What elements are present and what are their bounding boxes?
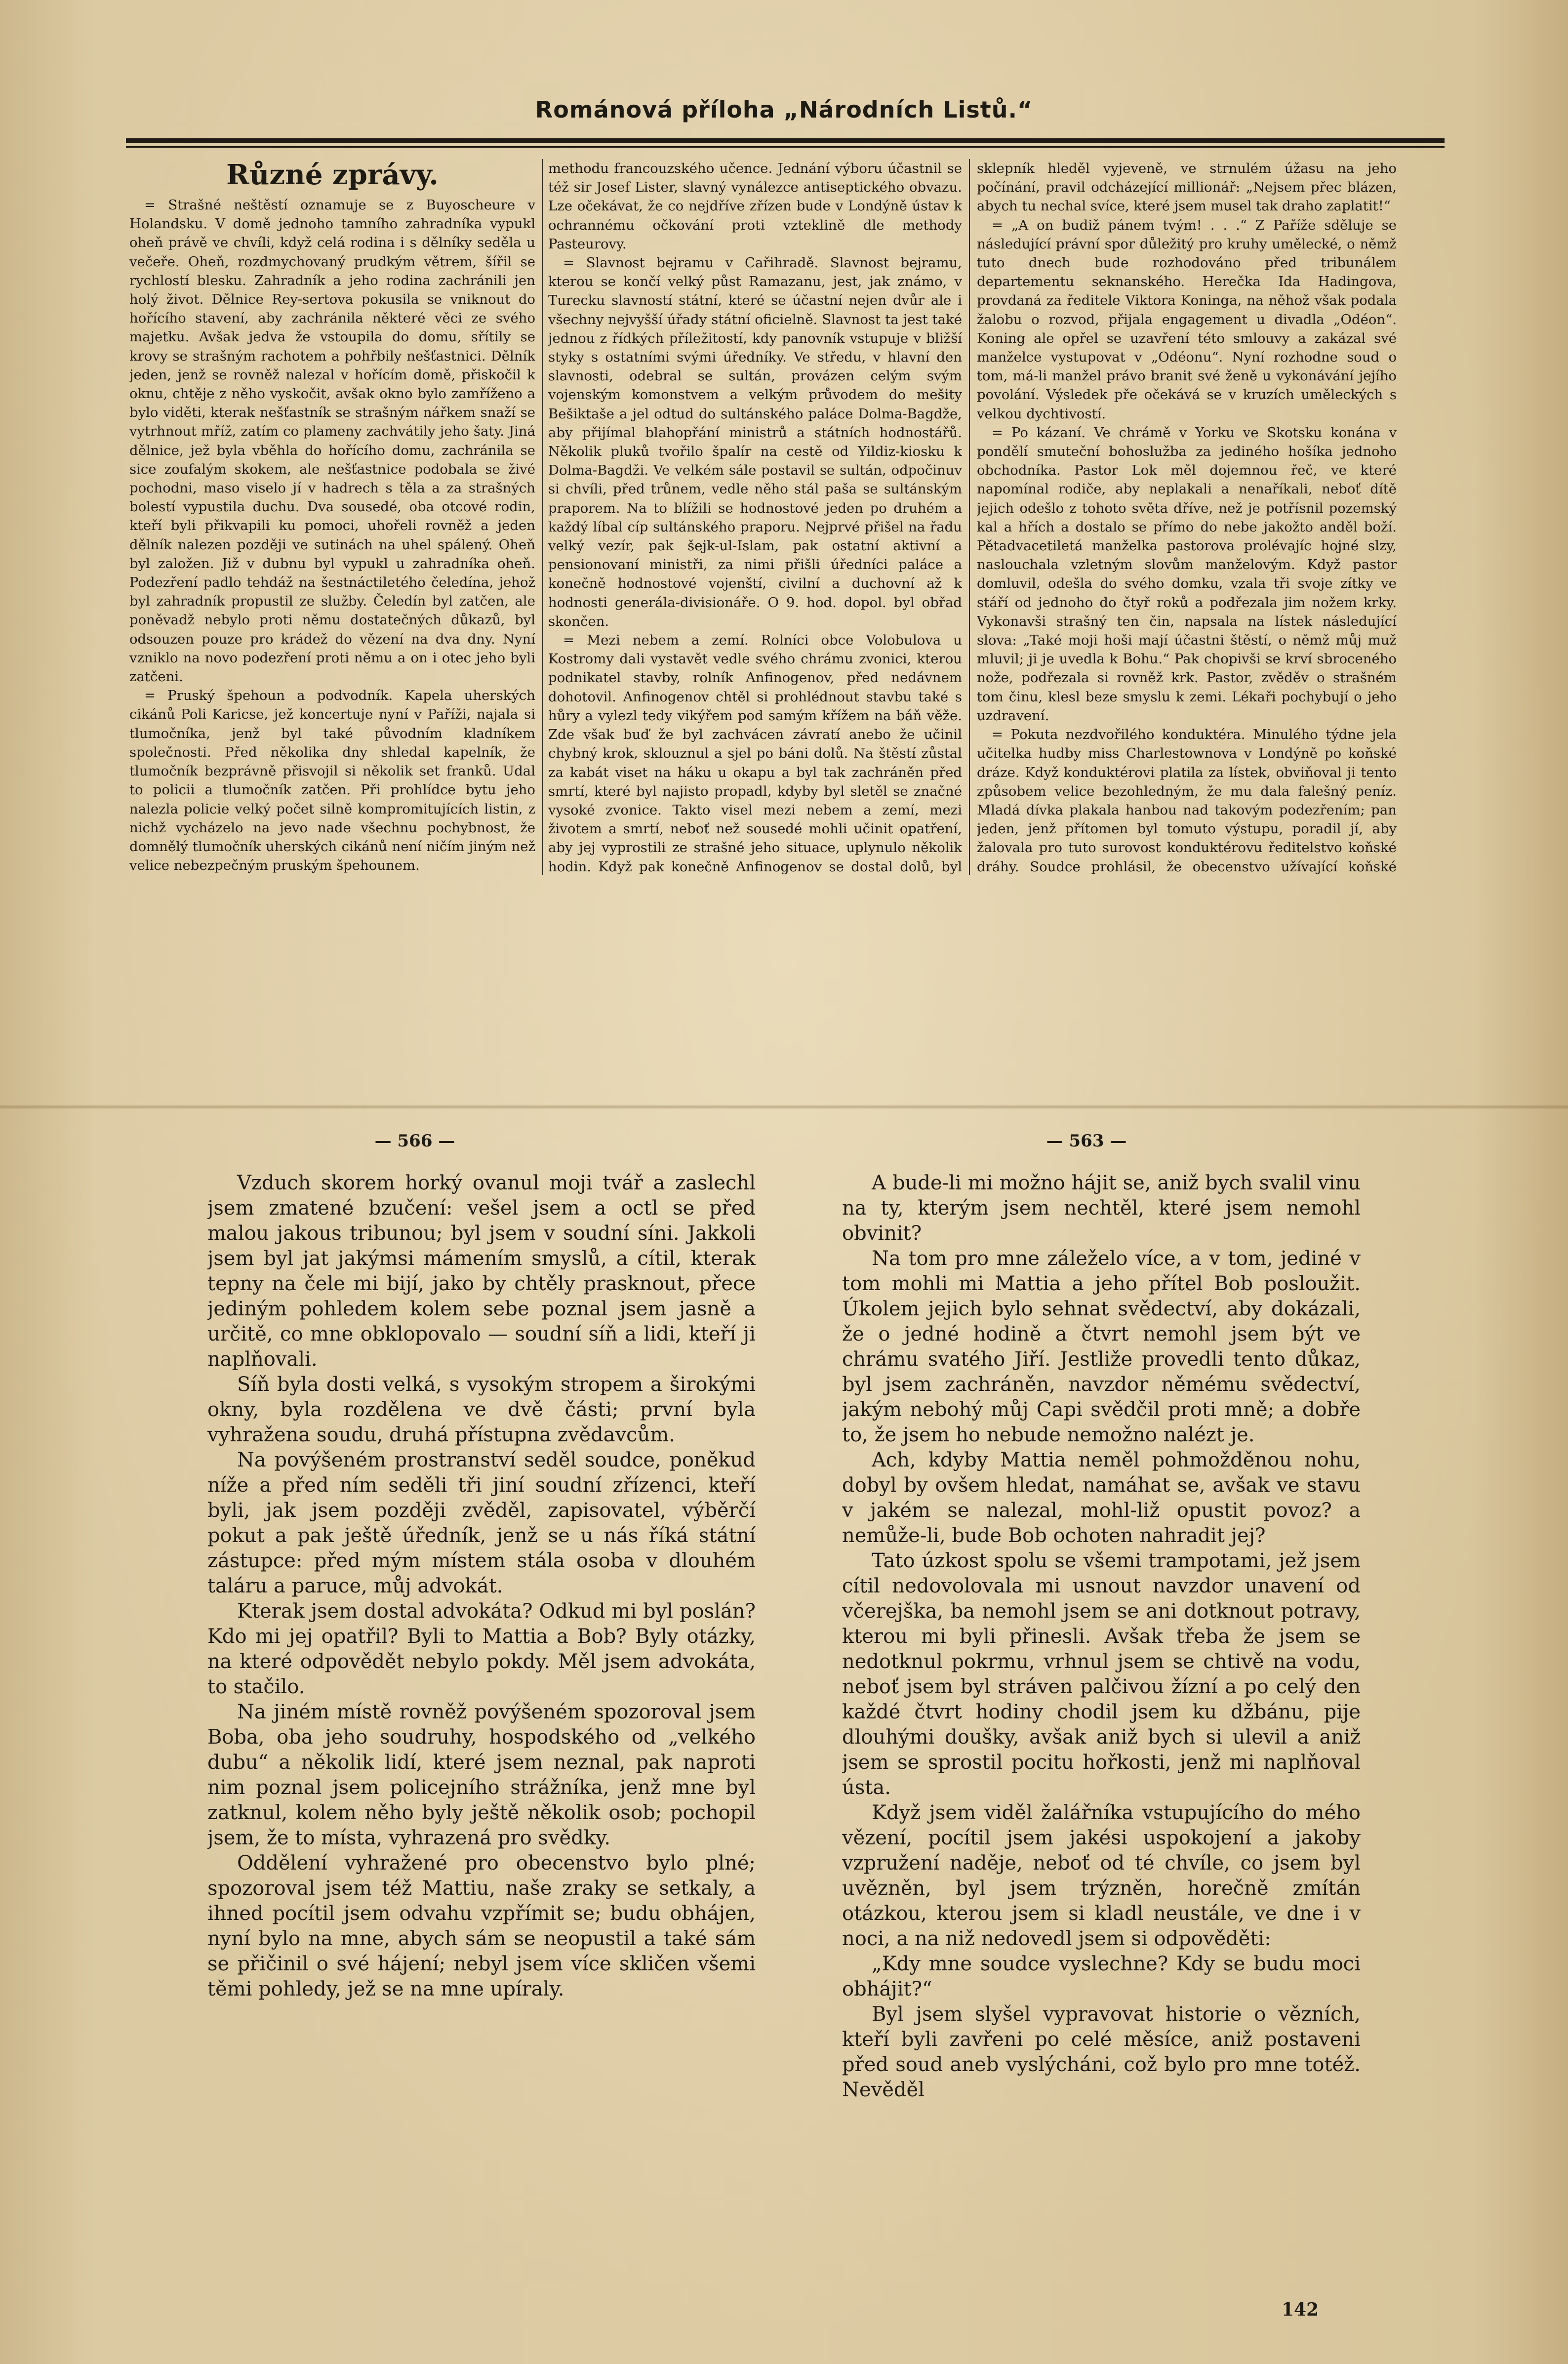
novel-page-right [842,1171,1361,2257]
novel-paragraph: Oddělení vyhražené pro obecenstvo bylo plné; spozoroval jsem též Mattiu, naše zraky se setkaly, a ihned pocítil jsem odvahu vzpřímit se; budu obhájen, nyní bylo na mne, abych sám se neopustil a také sám se přičinil o své hájení; nebyl jsem více skličen všemi těmi pohledy, jež se na mne upíraly. [207,1852,756,2000]
novel-paragraph: Vzduch skorem horký ovanul moji tvář a zaslechl jsem zmatené bzučení: vešel jsem a octl se před malou jakous tribunou; byl jsem v soudní síni. Jakkoli jsem byl jat jakýmsi mámením smyslů, a cítil, kterak tepny na čele mi bijí, jako by chtěly prasknout, přece jediným pohledem kolem sebe poznal jsem jasně a určitě, co mne obklopovalo — soudní síň a lidi, kteří ji naplňovali. [207,1172,756,1371]
novel-page-left [207,1171,756,2163]
novel-paragraph: Na tom pro mne záleželo více, a v tom, jediné v tom mohli mi Mattia a jeho přítel Bob posloužit. Úkolem jejich bylo sehnat svědectví, aby dokázali, že o jedné hodině a čtvrt nemohl jsem být ve chrámu svatého Jiří. Jestliže provedli tento důkaz, byl jsem zachráněn, navzdor němému svědectví, jakým nebohý můj Capi svědčil proti mně; a dobře to, že jsem ho nebude nemožno nalézt je. [842,1247,1361,1446]
page-number-left: — 566 — [374,1131,455,1151]
novel-paragraph: Když jsem viděl žalářníka vstupujícího do mého vězení, pocítil jsem jakési uspokojení a jakoby vzpružení naděje, neboť od té chvíle, co jsem byl uvězněn, byl jsem trýzněn, horečně zmítán otázkou, kterou jsem si kladl neustále, ve dne i v noci, a na niž nedovedl jsem si odpověděti: [842,1801,1361,1950]
page-header: Románová příloha „Národních Listů.“ [535,96,1033,123]
news-item: = Po kázaní. Ve chrámě v Yorku ve Skotsku konána v pondělí smuteční bohoslužba za jediného hošíka jednoho obchodníka. Pastor Lok měl dojemnou řeč, ve které napomínal rodiče, aby neplakali a nenaříkali, neboť dítě jejich odešlo z tohoto světa dříve, než je potřísnil pozemský kal a hřích a dostalo se přímo do nebe jakožto anděl boží. Pětadvacetiletá manželka pastorova prolévajíc hojné slzy, naslouchala vzletným slovům manželovým. Když pastor domluvil, odešla do svého domku, vzala tři svoje zítky ve stáří od jednoho do čtyř roků a podřezala jim nožem krky. Vykonavši strašný ten čin, napsala na lístek následující slova: „Také moji hoši mají účastni štěstí, o němž můj muž mluvil; ji je uvedla k Bohu.“ Pak chopivši se krví sbroceného nože, podřezala si rovněž krk. Pastor, zvěděv o strašném tom činu, klesl beze smyslu k zemi. Lékaři pochybují o jeho uzdravení. [977,424,1397,724]
news-item: = Pruský špehoun a podvodník. Kapela uherských cikánů Poli Karicse, jež koncertuje nyní v Paříži, najala si tlumočníka, jenž byl také původním kladníkem společnosti. Před několika dny shledal kapelník, že tlumočník bezprávně přisvojil si několik set franků. Udal to policii a tlumočník zatčen. Při prohlídce bytu jeho nalezla policie velký počet silně kompromitujících listin, z nichž vycházelo na jevo nade všechnu pochybnost, že domnělý tlumočník uherských cikánů není ničím jiným než velice nebezpečným pruským špehounem. [129,688,535,874]
header-rule [126,138,1445,143]
news-item: = „A on budiž pánem tvým! . . .“ Z Paříže sděluje se následující právní spor důležitý pro kruhy umělecké, o němž tuto dnech bude rozhodováno před tribunálem departementu seknanského. Herečka Ida Hadingova, provdaná za ředitele Viktora Koninga, na něhož však podala žalobu o rozvod, přijala engagement u divadla „Odéon“. Koning ale opřel se uzavření této smlouvy a zakázal své manželce vystupovat v „Odéonu“. Nyní rozhodne soud o tom, má-li manžel právo branit své ženě u vykonávání jejího povolání. Výsledek pře očekává se v kruzích uměleckých s velkou dychtivostí. [977,217,1397,422]
novel-paragraph: Na jiném místě rovněž povýšeném spozoroval jsem Boba, oba jeho soudruhy, hospodského od „velkého dubu“ a několik lidí, které jsem neznal, pak naproti nim poznal jsem policejního strážníka, jenž mne byl zatknul, kolem něho byly ještě několik osob; pochopil jsem, že to místa, vyhrazená pro svědky. [207,1701,756,1849]
news-item: = Mezi nebem a zemí. Rolníci obce Volobulova u Kostromy dali vystavět vedle svého chrámu zvonici, kterou podnikatel stavby, rolník Anfinogenov, před nedávnem dohotovil. Anfinogenov chtěl si prohlédnout stavbu také s hůry a vylezl tedy vikýřem pod samým křížem na báň věže. Zde však buď že byl zachvácen závratí anebo že učinil chybný krok, sklouznul a sjel po báni dolů. Na štěstí zůstal za kabát viset na háku u okapu a byl tak zachráněn před smrtí, které byl najisto propadl, kdyby byl sletěl se značné vysoké zvonice. Takto visel mezi nebem a zemí, mezi životem a smrtí, neboť než sousedé mohli učinit opatření, aby jej vyprostili ze strašné jeho situace, uplynulo několik hodin. Když pak konečně Anfinogenov se dostal dolů, byl [548,632,962,875]
novel-paragraph: Tato úzkost spolu se všemi trampotami, jež jsem cítil nedovolovala mi usnout navzdor unavení od včerejška, ba nemohl jsem se ani dotknout potravy, kterou mi byli přinesli. Avšak třeba že jsem se nedotknul pokrmu, vrhnul jsem se chtivě na vodu, neboť jsem byl stráven palčivou žízní a po celý den každé čtvrt hodiny chodil jsem ku džbánu, pije dlouhými doušky, avšak aniž bych si ulevil a aniž jsem se sprostil pocitu hořkosti, jenž mi naplňoval ústa. [842,1549,1361,1799]
news-item: = Strašné neštěstí oznamuje se z Buyoscheure v Holandsku. V domě jednoho tamního zahradníka vypukl oheň právě ve chvíli, když celá rodina i s dělníky seděla u večeře. Oheň, rozdmychovaný prudkým větrem, šířil se rychlostí blesku. Zahradník a jeho rodina zachránili jen holý život. Dělnice Rey-sertova pokusila se vniknout do hořícího stavení, aby zachránila některé věci ze svého majetku. Avšak jedva že vstoupila do domu, sřítily se krovy se strašným rachotem a pohřbily nešťastnici. Dělník jeden, jenž se rovněž nalezal v hořícím domě, přiskočil k oknu, chtěje z něho vyskočit, avšak okno bylo zamříženo a bylo viděti, kterak nešťastník se strašným nářkem snaží se vytrhnout mříž, zatím co plameny zachvátily jeho šaty. Jiná dělnice, jež byla vběhla do hořícího domu, zachránila se sice zoufalým skokem, ale nešťastnice podobala se živé pochodni, maso viselo jí v hadrech s těla a za strašných bolestí vypustila duchu. Dva sousedé, oba otcové rodin, kteří byli přikvapili ku pomoci, uhořeli rovněž a jeden dělník nalezen později ve sutinách na uhel spálený. Oheň byl založen. Již v dubnu byl vypukl u zahradníka oheň. Podezření padlo tehdáž na šestnáctiletého čeledína, jehož byl zahradník propustil ze služby. Čeledín byl zatčen, ale poněvadž nebylo proti němu dostatečných důkazů, byl odsouzen pouze pro krádež do vězení na dva dny. Nyní vzniklo na novo podezření proti němu a on i otec jeho byli zatčeni. [129,197,535,685]
page-number-right: — 563 — [1046,1131,1127,1151]
news-item: sklepník hleděl vyjeveně, ve strnulém úžasu na jeho počínání, pravil odcházející millionář: „Nejsem přec blázen, abych tu nechal svíce, které jsem musel tak draho zaplatit!“ [977,161,1397,214]
news-item: methodu francouzského učence. Jednání výboru účastnil se též sir Josef Lister, slavný vynálezce antiseptického obvazu. Lze očekávat, že co nejdříve zřízen bude v Londýně ústav k ochrannému očkování proti vzteklině dle methody Pasteurovy. [548,161,962,252]
section-title: Různé zprávy. [226,159,439,191]
novel-paragraph: Síň byla dosti velká, s vysokým stropem a širokými okny, byla rozdělena ve dvě části; první byla vyhražena soudu, druhá přístupna zvědavcům. [207,1373,756,1446]
column-2 [548,159,962,875]
novel-paragraph: Na povýšeném prostranství seděl soudce, poněkud níže a před ním seděli tři jiní soudní zřízenci, kteří byli, jak jsem později zvěděl, zapisovatel, výběrčí pokut a pak ještě úředník, jenž se u nás říká státní zástupce: před mým místem stála osoba v dlouhém taláru a paruce, můj advokát. [207,1449,756,1597]
header-rule-thin [126,146,1445,148]
news-item: = Slavnost bejramu v Cařihradě. Slavnost bejramu, kterou se končí velký půst Ramazanu, jest, jak známo, v Turecku slavností státní, které se účastní nejen dvůr ale i všechny nejvyšší úřady státní oficielně. Slavnost ta jest také jednou z řídkých příležitostí, kdy panovník vstupuje v bližší styky s ostatními svými úředníky. Ve středu, v hlavní den slavnosti, odebral se sultán, provázen celým svým vojenským komonstvem a velkým průvodem do mešity Bešiktaše a jel odtud do sultánského paláce Dolma-Bagdže, aby přijímal blahopřání ministrů a státních hodnostářů. Několik pluků tvořilo špalír na cestě od Yildiz-kiosku k Dolma-Bagdži. Ve velkém sále postavil se sultán, odpočinuv si chvíli, před trůnem, vedle něho stál paša se sultánským praporem. Na to blížili se hodnostové jeden po druhém a každý líbal cíp sultánského praporu. Nejprvé přišel na řadu velký vezír, pak šejk-ul-Islam, pak ostatní aktivní a pensionovaní ministři, za nimi přišli úředníci paláce a konečně hodnostové vojenští, civilní a duchovní až k hodnosti generála-divisionáře. O 9. hod. dopol. byl obřad skončen. [548,255,962,629]
column-3 [977,159,1397,875]
novel-paragraph: Kterak jsem dostal advokáta? Odkud mi byl poslán? Kdo mi jej opatřil? Byli to Mattia a Bob? Byly otázky, na které odpovědět nebylo pokdy. Měl jsem advokáta, to stačilo. [207,1600,756,1698]
column-1 [129,159,535,875]
novel-paragraph: A bude-li mi možno hájit se, aniž bych svalil vinu na ty, kterým jsem nechtěl, které jsem nemohl obvinit? [842,1172,1361,1245]
column-divider [969,159,970,875]
folio-number: 142 [1282,2299,1319,2320]
column-divider [542,159,543,875]
fold-crease [0,1104,1568,1109]
novel-paragraph: Ach, kdyby Mattia neměl pohmožděnou nohu, dobyl by ovšem hledat, namáhat se, avšak ve stavu v jakém se nalezal, mohl-liž opustit povoz? a nemůže-li, bude Bob ochoten nahradit jej? [842,1449,1361,1547]
news-item: = Pokuta nezdvořilého konduktéra. Minulého týdne jela učitelka hudby miss Charlestownova v Londýně po koňské dráze. Když konduktérovi platila za lístek, obviňoval ji tento způsobem velice bezohledným, že mu dala falešný peníz. Mladá dívka plakala hanbou nad takovým podezřením; pan jeden, jenž přítomen byl tomuto výstupu, poradil jí, aby žalovala pro tuto surovost konduktérovu ředitelstvo koňské dráhy. Soudce prohlásil, že obecenstvo užívající koňské [977,727,1397,875]
novel-paragraph: „Kdy mne soudce vyslechne? Kdy se budu moci obhájit?“ [842,1953,1361,2000]
novel-paragraph: Byl jsem slyšel vypravovat historie o vězních, kteří byli zavřeni po celé měsíce, aniž postaveni před soud aneb vyslýcháni, což bylo pro mne totéž. Nevěděl [842,2003,1361,2101]
